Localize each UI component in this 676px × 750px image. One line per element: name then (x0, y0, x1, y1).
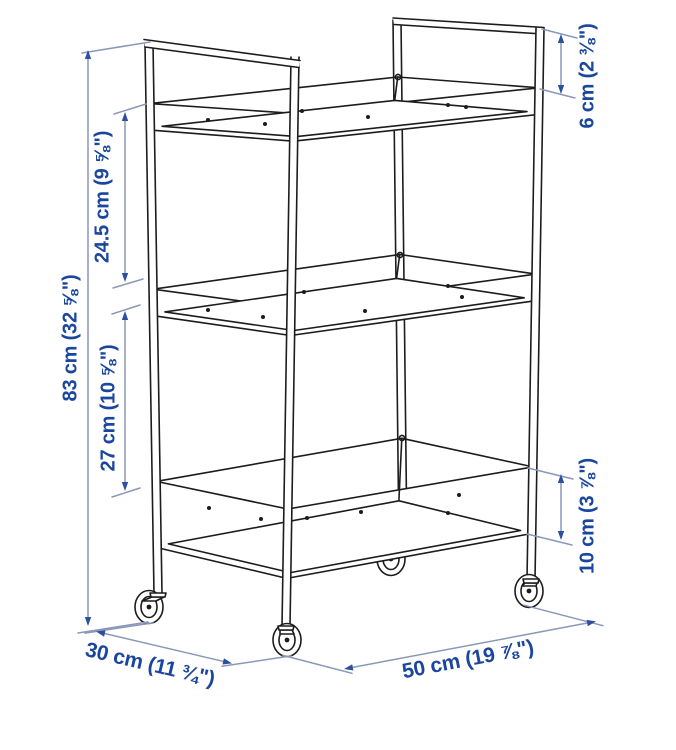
right-caster (515, 575, 543, 608)
right-handle-bar (393, 18, 544, 34)
overall-height-label: 83 cm (32 ⅝") (59, 274, 82, 402)
top-shelf-gap-label: 24.5 cm (9 ⅝") (91, 130, 114, 264)
left-handle-bar (144, 40, 300, 68)
top-shelf (150, 77, 539, 141)
front-caster (273, 624, 301, 657)
basket-depth-label: 10 cm (3 ⅞") (576, 457, 599, 575)
depth-label: 30 cm (11 ¾") (83, 638, 218, 691)
bottom-basket (156, 438, 533, 578)
width-label: 50 cm (19 ⅞") (400, 635, 536, 684)
middle-shelf (153, 255, 536, 336)
left-caster (135, 591, 166, 624)
handle-height-label: 6 cm (2 ⅜") (576, 23, 599, 129)
lower-shelf-gap-label: 27 cm (10 ⅝") (97, 344, 120, 472)
